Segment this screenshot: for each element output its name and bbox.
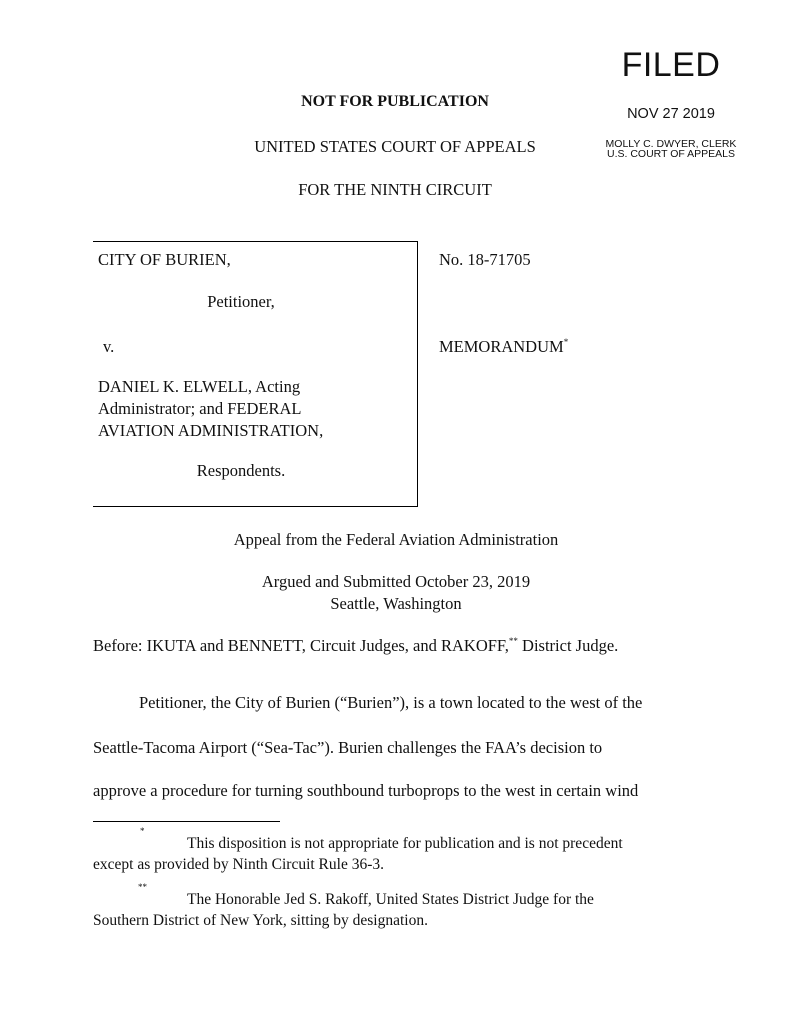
panel-line bbox=[93, 636, 618, 656]
argued-submitted-line: Argued and Submitted October 23, 2019 bbox=[261, 572, 531, 591]
argument-location-line: Seattle, Washington bbox=[330, 594, 462, 613]
circuit-heading: FOR THE NINTH CIRCUIT bbox=[298, 180, 492, 199]
footnote-text: Southern District of New York, sitting by designation. bbox=[93, 912, 428, 929]
case-number: No. 18-71705 bbox=[439, 250, 531, 269]
footnote-text: The Honorable Jed S. Rakoff, United States District Judge for the bbox=[187, 891, 594, 908]
respondent-line: Administrator; and FEDERAL bbox=[98, 399, 302, 418]
body-paragraph-line: approve a procedure for turning southbound turboprops to the west in certain wind bbox=[93, 781, 639, 800]
footnote-text: except as provided by Ninth Circuit Rule 36-3. bbox=[93, 856, 384, 873]
footnote-marker: * bbox=[140, 826, 145, 836]
filed-stamp-date: NOV 27 2019 bbox=[627, 106, 715, 122]
panel-judges: Before: IKUTA and BENNETT, Circuit Judges, and RAKOFF, bbox=[93, 636, 509, 655]
respondent-line: AVIATION ADMINISTRATION, bbox=[98, 421, 324, 440]
court-name-heading: UNITED STATES COURT OF APPEALS bbox=[254, 137, 536, 156]
appeal-from-line: Appeal from the Federal Aviation Administration bbox=[233, 530, 559, 549]
respondent-line: DANIEL K. ELWELL, Acting bbox=[98, 377, 301, 396]
footnote-marker: ** bbox=[138, 882, 147, 892]
panel-district-judge: District Judge. bbox=[517, 636, 619, 655]
versus-label: v. bbox=[103, 337, 115, 356]
footnote-divider bbox=[93, 821, 280, 822]
petitioner-role: Petitioner, bbox=[207, 292, 275, 311]
footnote-marker: * bbox=[563, 337, 569, 347]
filed-stamp-clerk: MOLLY C. DWYER, CLERK bbox=[605, 138, 737, 150]
document-type-label: MEMORANDUM bbox=[439, 337, 564, 356]
document-type bbox=[439, 337, 568, 357]
not-for-publication-heading: NOT FOR PUBLICATION bbox=[301, 93, 489, 110]
footnote-marker: ** bbox=[508, 636, 518, 646]
respondents-role: Respondents. bbox=[196, 461, 286, 480]
filed-stamp-court: U.S. COURT OF APPEALS bbox=[607, 148, 735, 160]
body-paragraph-line: Petitioner, the City of Burien (“Burien”), is a town located to the west of the bbox=[139, 693, 643, 712]
petitioner-name: CITY OF BURIEN, bbox=[98, 250, 231, 269]
filed-stamp-title: FILED bbox=[621, 46, 721, 84]
body-paragraph-line: Seattle-Tacoma Airport (“Sea-Tac”). Burien challenges the FAA’s decision to bbox=[93, 738, 603, 757]
footnote-text: This disposition is not appropriate for publication and is not precedent bbox=[187, 835, 623, 852]
